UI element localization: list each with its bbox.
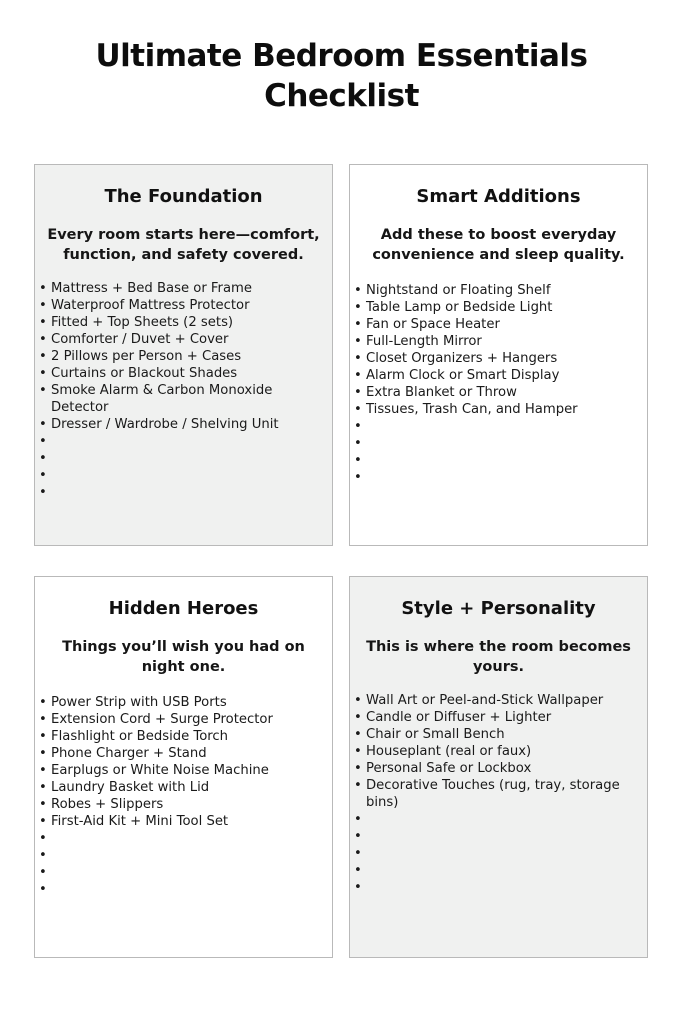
checklist-item: • Houseplant (real or faux) (354, 743, 642, 760)
checklist-item-blank (354, 879, 642, 896)
checklist-item-blank (39, 450, 327, 467)
card-subtitle: Things you’ll wish you had on night one. (62, 639, 305, 675)
checklist-item-blank (39, 467, 327, 484)
page-title-line2: Checklist (264, 78, 419, 114)
checklist-item: • Earplugs or White Noise Machine (39, 762, 327, 779)
card-heading: Smart Additions (416, 186, 581, 207)
checklist-item: • Wall Art or Peel-and-Stick Wallpaper (354, 692, 642, 709)
checklist-item-blank (354, 469, 642, 486)
card-subtitle: Every room starts here—comfort, function, and safety covered. (47, 227, 320, 263)
card-subtitle: This is where the room becomes yours. (366, 639, 631, 675)
checklist-item-blank (354, 862, 642, 879)
checklist (39, 694, 327, 898)
card-the-foundation (34, 164, 333, 546)
checklist-item: • Decorative Touches (rug, tray, storage bins) (354, 777, 642, 811)
checklist-item-blank (354, 811, 642, 828)
checklist (354, 692, 642, 896)
checklist-item: • Flashlight or Bedside Torch (39, 728, 327, 745)
checklist-item: • Waterproof Mattress Protector (39, 297, 327, 314)
checklist-item-blank (354, 452, 642, 469)
checklist-item-blank (354, 845, 642, 862)
checklist-item: • Phone Charger + Stand (39, 745, 327, 762)
checklist-item-blank (39, 433, 327, 450)
card-subtitle: Add these to boost everyday convenience and sleep quality. (372, 227, 625, 263)
checklist-item: • Chair or Small Bench (354, 726, 642, 743)
checklist-item: • Dresser / Wardrobe / Shelving Unit (39, 416, 327, 433)
checklist-item: • Robes + Slippers (39, 796, 327, 813)
checklist-item: • Mattress + Bed Base or Frame (39, 280, 327, 297)
checklist-item: • Closet Organizers + Hangers (354, 350, 642, 367)
checklist-item: • Nightstand or Floating Shelf (354, 282, 642, 299)
checklist-item: • Fan or Space Heater (354, 316, 642, 333)
card-heading: The Foundation (104, 186, 263, 207)
checklist-item: • First-Aid Kit + Mini Tool Set (39, 813, 327, 830)
checklist-item-blank (39, 484, 327, 501)
checklist-item-blank (39, 881, 327, 898)
checklist-item-blank (39, 830, 327, 847)
checklist-item: • Smoke Alarm & Carbon Monoxide Detector (39, 382, 327, 416)
checklist-item-blank (39, 864, 327, 881)
checklist-item-blank (354, 828, 642, 845)
checklist-item-blank (354, 435, 642, 452)
page-title-line1: Ultimate Bedroom Essentials (95, 38, 588, 74)
checklist-item: • Table Lamp or Bedside Light (354, 299, 642, 316)
checklist-item: • Alarm Clock or Smart Display (354, 367, 642, 384)
checklist-item-blank (354, 418, 642, 435)
checklist-item: • Power Strip with USB Ports (39, 694, 327, 711)
checklist-item: • Extension Cord + Surge Protector (39, 711, 327, 728)
card-heading: Hidden Heroes (108, 598, 259, 619)
checklist (354, 282, 642, 486)
checklist-item: • 2 Pillows per Person + Cases (39, 348, 327, 365)
checklist-item: • Comforter / Duvet + Cover (39, 331, 327, 348)
checklist-item: • Laundry Basket with Lid (39, 779, 327, 796)
checklist-item: • Curtains or Blackout Shades (39, 365, 327, 382)
checklist (39, 280, 327, 501)
card-smart-additions (349, 164, 648, 546)
card-style-personality (349, 576, 648, 958)
checklist-item: • Tissues, Trash Can, and Hamper (354, 401, 642, 418)
checklist-item-blank (39, 847, 327, 864)
checklist-item: • Full-Length Mirror (354, 333, 642, 350)
card-heading: Style + Personality (401, 598, 596, 619)
page-title (0, 36, 683, 116)
checklist-item: • Fitted + Top Sheets (2 sets) (39, 314, 327, 331)
checklist-item: • Extra Blanket or Throw (354, 384, 642, 401)
checklist-item: • Candle or Diffuser + Lighter (354, 709, 642, 726)
card-hidden-heroes (34, 576, 333, 958)
checklist-item: • Personal Safe or Lockbox (354, 760, 642, 777)
